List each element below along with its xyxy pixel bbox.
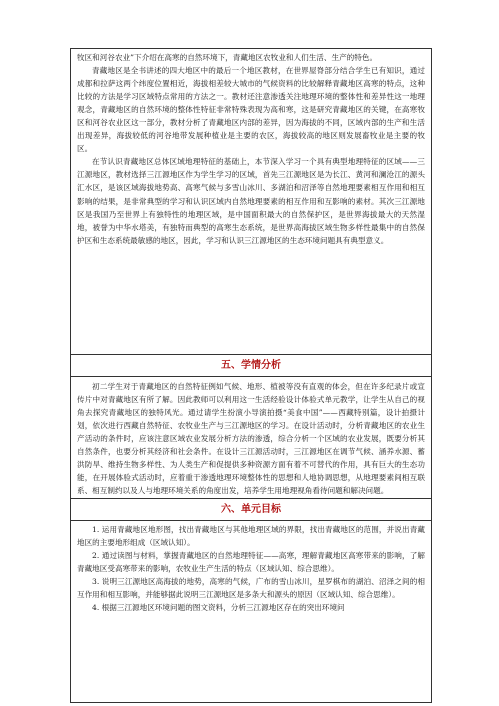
paragraph: 青藏地区是全书讲述的四大地区中的最后一个地区教材，在世界屋脊部分结合学生已有知识，通过成都和拉萨这两个纬度位置相近，海拔相差较大城市的气候资料的比较解释青藏地区高寒的特点，这种比较的方法是学习区域特点常用的方法之一。教材还注意渗透关注地理环境的整体性和差异性这一地理观念，青藏地区的自然环境的整体性特征非常特殊表现为高和寒，这是研究青藏地区的关键，在高寒牧区和河谷农业区这一部分，教材分析了青藏地区内部的差异，因为海拔的不同，区域内部的生产和生活出现差异，海拔较低的河谷地带发展种植业是主要的农区，海拔较高的地区则发展畜牧业是主要的牧区。 bbox=[77, 66, 425, 154]
section6-content bbox=[71, 523, 431, 703]
goal-item: 2. 通过读图与材料，掌握青藏地区的自然地理特征——高寒，理解青藏地区高寒带来的影响，了解青藏地区受高寒带来的影响，农牧业生产生活的特点（区域认知、综合思维）。 bbox=[77, 551, 425, 574]
paragraph: 牧区和河谷农业”下介绍在高寒的自然环境下，青藏地区农牧业和人们生活、生产的特色。 bbox=[77, 53, 378, 62]
goal-item: 1. 运用青藏地区地形图，找出青藏地区与其他地理区域的界限，找出青藏地区的范围，并说出青藏地区的主要地形组成（区域认知）。 bbox=[77, 525, 425, 548]
paragraph: 在节认识青藏地区总体区域地理特征的基础上，本节深入学习一个具有典型地理特征的区域——三江源地区，教材选择三江源地区作为学生学习的区域，首先三江源地区是为长江、黄河和澜沧江的源头汇水区，是该区域海拔地势高、高寒气候与多雪山冰川、多湖泊和沼泽等自然地理要素相互作用和相互影响的结果，是非常典型的学习和认识区域内自然地理要素的相互作用和互影响的素材。其次三江源地区是我国乃至世界上有独特性的地理区域，是中国面积最大的自然保护区，是世界海拔最大的天然湿地，被誉为中华水塔美，有独特而典型的高寒生态系统，是世界高海拔区域生物多样性最集中的自然保护区和生态系统最敏感的地区，因此，学习和认识三江源地区的生态环境问题具有典型意义。 bbox=[77, 157, 425, 245]
section-top-content bbox=[71, 51, 431, 351]
goal-item: 3. 说明三江源地区高海拔的地势，高寒的气候，广布的雪山冰川，星罗棋布的湖泊、沼泽之间的相互作用和相互影响，并能够据此说明三江源地区是多条大和源头的原因（区域认知、综合思维）。 bbox=[77, 577, 425, 600]
document-frame bbox=[70, 48, 432, 703]
section-heading-unit-goals: 六、单元目标 bbox=[71, 498, 431, 521]
paragraph: 初二学生对于青藏地区的自然特征例如气候、地形、植被等没有直观的体会，但在许多纪录片或宣传片中对青藏地区有所了解。因此教师可以利用这一生活经验设计体验式单元教学，让学生从自己的视角去探究青藏地区的独特风光。通过请学生扮演小导演拍摄“美食中国”——西藏特别篇，设计拍摄计划，依次进行西藏自然特征、农牧业生产与三江源地区的学习。在设计活动时，分析青藏地区的农业生产活动的条件时，应该注意区域农业发展分析方法的渗透，综合分析一个区域的农业发展，既要分析其自然条件，也要分析其经济和社会条件。在设计三江源活动时，三江源地区在调节气候、涵养水源、蓄洪防旱、维持生物多样性、为人类生产和促提供多种资源方面有着不可替代的作用，具有巨大的生态功能，在开展体验式活动时，应着重于渗透地理环境整体性的思想和人地协调思想，从地理要素间相互联系、相互制约以及人与地理环境关系的角度出发，培养学生用地理视角看待问题和解决问题。 bbox=[77, 382, 425, 496]
section-heading-learning-analysis: 五、学情分析 bbox=[71, 354, 431, 377]
goal-item: 4. 根据三江源地区环境问题的图文资料，分析三江源地区存在的突出环境问 bbox=[92, 603, 345, 613]
